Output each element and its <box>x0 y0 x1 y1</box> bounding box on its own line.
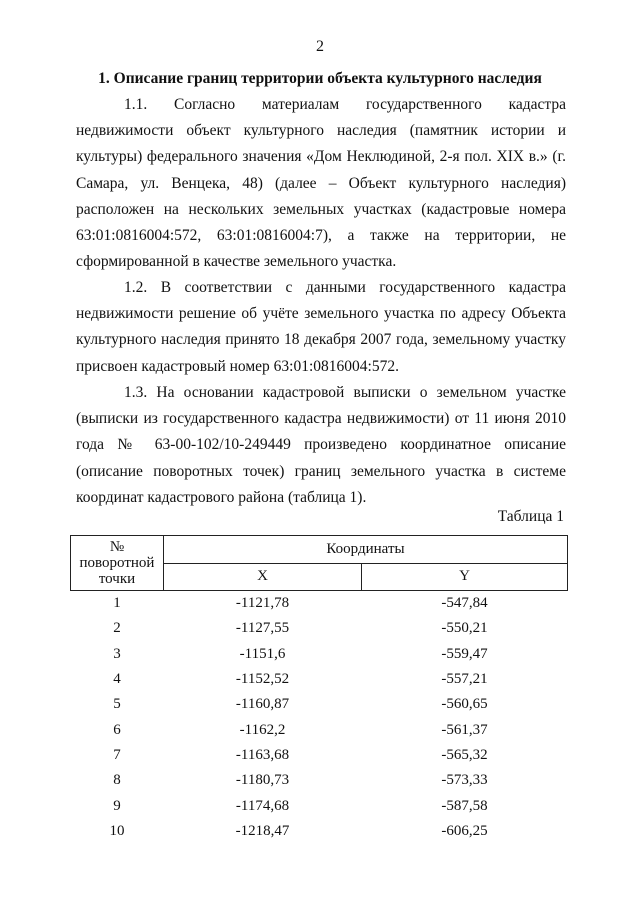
point-number-cell: 8 <box>113 772 121 789</box>
table-row <box>71 591 568 617</box>
x-cell: -1218,47 <box>235 822 290 839</box>
table-row <box>71 692 568 717</box>
coordinates-table <box>70 535 568 844</box>
paragraph-1-2: 1.2. В соответствии с данными государственного кадастра недвижимости решение об учёте земельного участка по адресу Объекта культурного наследия принято 18 декабря 2007 года, земельному участку присвоен кадастровый номер 63:01:0816004:572. <box>76 279 566 375</box>
table-row <box>71 616 568 641</box>
paragraph-1-1: 1.1. Согласно материалам государственного кадастра недвижимости объект культурного наследия (памятник истории и культуры) федерального значения «Дом Неклюдиной, 2-я пол. XIX в.» (г. Самара, ул. Венцека, 48) (далее – Объект культурного наследия) расположен на нескольких земельных участках (кадастровые номера 63:01:0816004:572, 63:01:0816004:7), а также на территории, не сформированной в качестве земельного участка. <box>76 96 566 271</box>
header-coordinates: Координаты <box>164 536 568 564</box>
point-number-cell: 9 <box>113 797 121 814</box>
x-cell: -1162,2 <box>239 721 286 738</box>
table-row <box>71 667 568 692</box>
y-cell: -573,33 <box>441 772 488 789</box>
paragraph-1-3: 1.3. На основании кадастровой выписки о земельном участке (выписки из государственного кадастра недвижимости) от 11 июня 2010 года № 63-00-102/10-249449 произведено координатное описание (описание поворотных точек) границ земельного участка в системе координат кадастрового района (таблица 1). <box>76 384 566 506</box>
table-row <box>71 793 568 818</box>
y-cell: -606,25 <box>441 822 488 839</box>
point-number-cell: 7 <box>113 746 121 763</box>
x-cell: -1121,78 <box>235 595 290 612</box>
section-heading: 1. Описание границ территории объекта культурного наследия <box>98 70 542 87</box>
x-cell: -1151,6 <box>239 645 286 662</box>
x-cell: -1127,55 <box>235 620 290 637</box>
point-number-cell: 4 <box>113 671 121 688</box>
table-body <box>71 591 568 844</box>
point-number-cell: 6 <box>113 721 121 738</box>
table-row <box>71 717 568 742</box>
x-cell: -1180,73 <box>235 772 290 789</box>
x-cell: -1152,52 <box>235 671 290 688</box>
header-point-number: № поворотной точки <box>71 536 164 591</box>
table-row <box>71 642 568 667</box>
header-y: Y <box>362 563 568 591</box>
y-cell: -559,47 <box>441 645 488 662</box>
page-number: 2 <box>316 38 324 55</box>
x-cell: -1174,68 <box>235 797 290 814</box>
x-cell: -1163,68 <box>235 746 290 763</box>
table-row <box>71 743 568 768</box>
header-x: X <box>164 563 362 591</box>
point-number-cell: 3 <box>113 645 121 662</box>
y-cell: -550,21 <box>441 620 488 637</box>
y-cell: -587,58 <box>441 797 488 814</box>
point-number-cell: 1 <box>113 595 121 612</box>
y-cell: -547,84 <box>441 595 488 612</box>
table-caption: Таблица 1 <box>497 508 564 525</box>
point-number-cell: 10 <box>109 822 125 839</box>
table-row <box>71 768 568 793</box>
y-cell: -560,65 <box>441 696 488 713</box>
point-number-cell: 5 <box>113 696 121 713</box>
table-row <box>71 819 568 844</box>
x-cell: -1160,87 <box>235 696 290 713</box>
y-cell: -561,37 <box>441 721 488 738</box>
y-cell: -565,32 <box>441 746 488 763</box>
y-cell: -557,21 <box>441 671 488 688</box>
point-number-cell: 2 <box>113 620 121 637</box>
